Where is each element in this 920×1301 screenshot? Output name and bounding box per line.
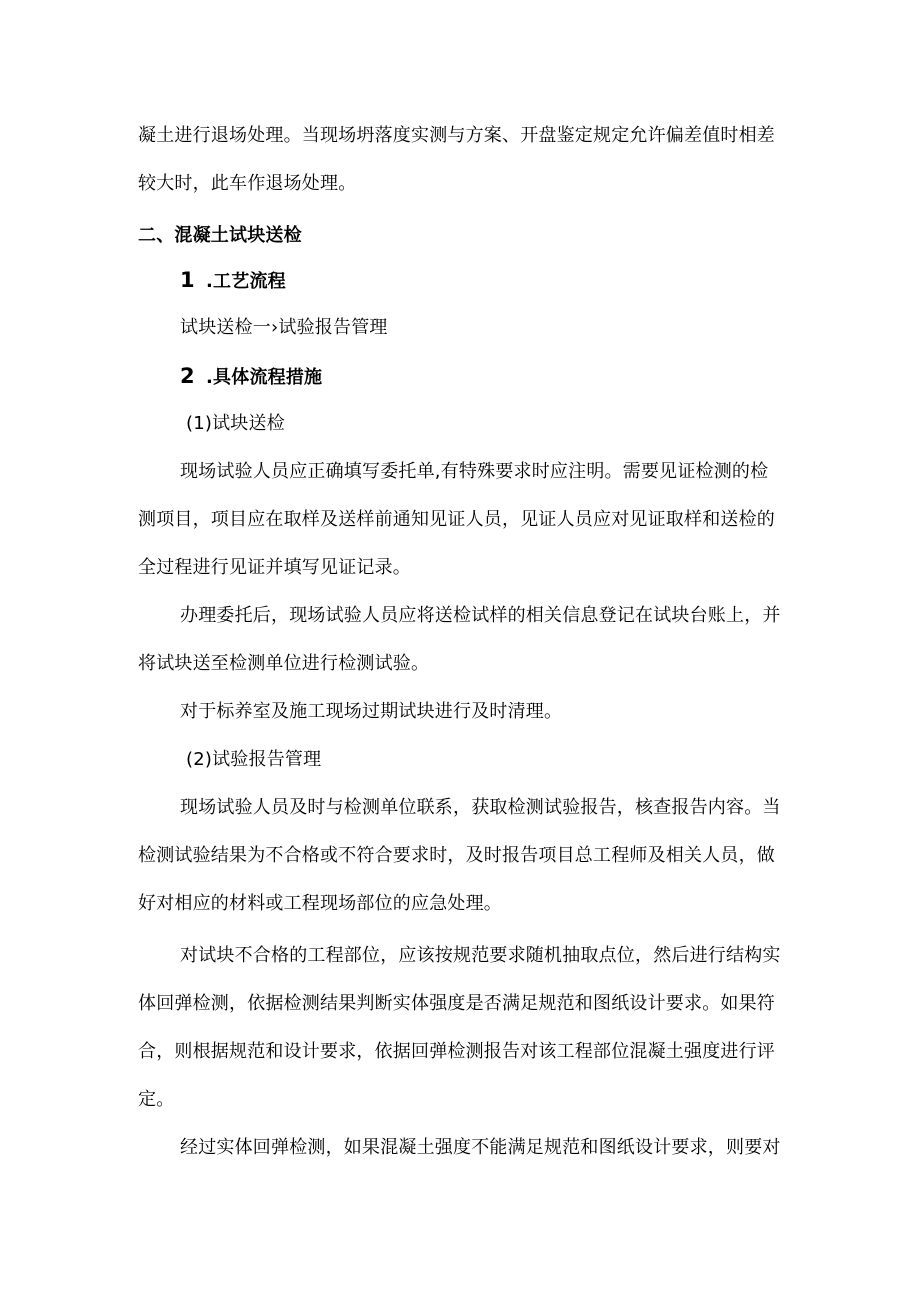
p4-line-1: 现场试验人员及时与检测单位联系，获取检测试验报告，核查报告内容。当 [180,797,781,818]
p5-line-2: 体回弹检测，依据检测结果判断实体强度是否满足规范和图纸设计要求。如果符 [138,993,775,1014]
item-2-title: (2)试验报告管理 [186,749,322,770]
process-flow-text: 试块送检一›试验报告管理 [180,317,388,338]
section-heading: 二、混凝土试块送检 [138,225,302,246]
continuation-line-2: 较大时，此车作退场处理。 [138,173,357,194]
p5-line-4: 定。 [138,1089,175,1110]
p5-line-3: 合，则根据规范和设计要求，依据回弹检测报告对该工程部位混凝土强度进行评 [138,1041,775,1062]
p1-line-2: 测项目，项目应在取样及送样前通知见证人员，见证人员应对见证取样和送检的 [138,509,775,530]
p2-line-2: 将试块送至检测单位进行检测试验。 [138,653,430,674]
subsection-2-number: 2 [180,364,195,388]
p3-line-1: 对于标养室及施工现场过期试块进行及时清理。 [180,701,563,722]
p6-line-1: 经过实体回弹检测，如果混凝土强度不能满足规范和图纸设计要求，则要对 [180,1137,781,1158]
p2-line-1: 办理委托后，现场试验人员应将送检试样的相关信息登记在试块台账上，并 [180,605,781,626]
subsection-2-heading [180,364,920,390]
p4-line-3: 好对相应的材料或工程现场部位的应急处理。 [138,893,502,914]
subsection-2-title: .具体流程措施 [206,367,323,388]
p4-line-2: 检测试验结果为不合格或不符合要求时，及时报告项目总工程师及相关人员，做 [138,845,775,866]
continuation-line-1: 凝土进行退场处理。当现场坍落度实测与方案、开盘鉴定规定允许偏差值时相差 [138,125,775,146]
subsection-1-number: 1 [180,268,195,292]
p5-line-1: 对试块不合格的工程部位，应该按规范要求随机抽取点位，然后进行结构实 [180,945,781,966]
item-1-title: (1)试块送检 [186,413,285,434]
subsection-1-heading [180,268,920,294]
p1-line-1: 现场试验人员应正确填写委托单,有特殊要求时应注明。需要见证检测的检 [180,461,769,482]
p1-line-3: 全过程进行见证并填写见证记录。 [138,557,411,578]
subsection-1-title: .工艺流程 [206,271,286,292]
